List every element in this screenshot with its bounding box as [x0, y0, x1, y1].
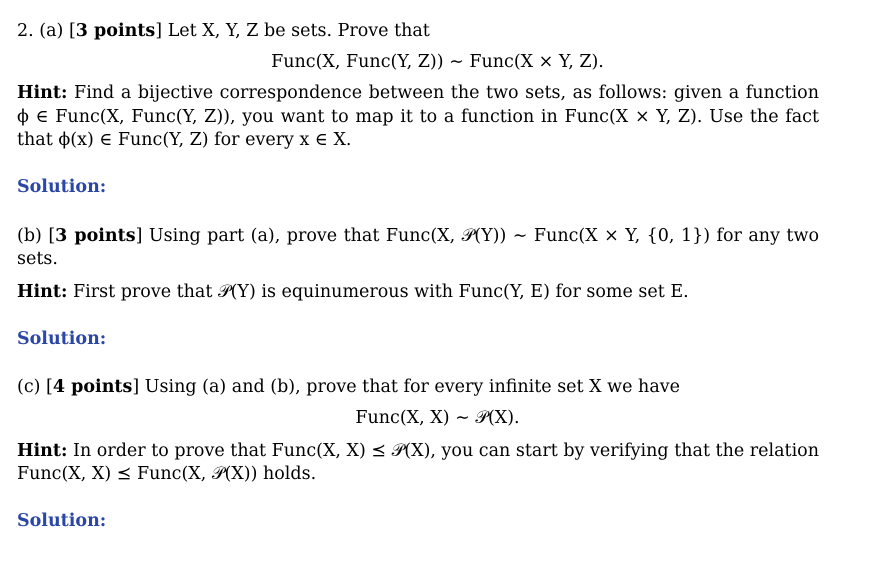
- part-a-hint-line-2: ϕ ∈ Func(X, Func(Y, Z)), you want to map it to a function in Func(X × Y, Z). Use the fact: [17, 107, 819, 127]
- part-a-heading: [17, 20, 430, 42]
- part-b-points-close: ]: [135, 226, 143, 246]
- part-b-label: (b): [17, 226, 42, 246]
- part-a-statement: Let X, Y, Z be sets. Prove that: [167, 21, 430, 41]
- part-c-points-close: ]: [132, 377, 140, 397]
- part-c-formula: Func(X, X) ∼ 𝒫(X).: [355, 408, 520, 428]
- part-c-statement: Using (a) and (b), prove that for every infinite set X we have: [144, 377, 681, 397]
- part-c-hint-text-1: In order to prove that Func(X, X) ⪯ 𝒫(X), you can start by verifying that the relation: [73, 441, 819, 461]
- part-b-statement-1: Using part (a), prove that Func(X, 𝒫(Y)) ∼ Func(X × Y, {0, 1}) for any two: [148, 226, 819, 246]
- part-a-formula: Func(X, Func(Y, Z)) ∼ Func(X × Y, Z).: [271, 52, 604, 72]
- problem-number: 2.: [17, 21, 34, 41]
- part-c-hint-label: Hint:: [17, 441, 68, 461]
- part-b-heading: [17, 225, 819, 247]
- part-c-solution-label: Solution:: [17, 511, 107, 531]
- part-b-statement-2: sets.: [17, 249, 58, 269]
- part-a-hint-line-1: [17, 82, 819, 104]
- part-a-hint-label: Hint:: [17, 83, 68, 103]
- part-a-hint-text-1: Find a bijective correspondence between the two sets, as follows: given a function: [74, 83, 819, 103]
- part-a-solution-label: Solution:: [17, 177, 107, 197]
- part-b-hint-label: Hint:: [17, 282, 68, 302]
- part-c-hint-line-2: Func(X, X) ⪯ Func(X, 𝒫(X)) holds.: [17, 464, 317, 484]
- part-a-label: (a): [39, 21, 64, 41]
- part-b-points-open: [: [48, 226, 56, 246]
- part-a-points-close: ]: [155, 21, 163, 41]
- part-b-hint-text: First prove that 𝒫(Y) is equinumerous with Func(Y, E) for some set E.: [73, 282, 689, 302]
- part-c-heading: [17, 376, 680, 398]
- part-c-label: (c): [17, 377, 41, 397]
- part-b-hint: [17, 281, 689, 303]
- part-a-points: 3 points: [75, 21, 156, 41]
- part-b-solution-label: Solution:: [17, 329, 107, 349]
- part-a-hint-line-3: that ϕ(x) ∈ Func(Y, Z) for every x ∈ X.: [17, 130, 352, 150]
- part-a-points-open: [: [68, 21, 76, 41]
- part-c-points-open: [: [46, 377, 53, 397]
- part-c-points: 4 points: [52, 377, 133, 397]
- part-c-hint-line-1: [17, 440, 819, 462]
- part-b-points: 3 points: [55, 226, 136, 246]
